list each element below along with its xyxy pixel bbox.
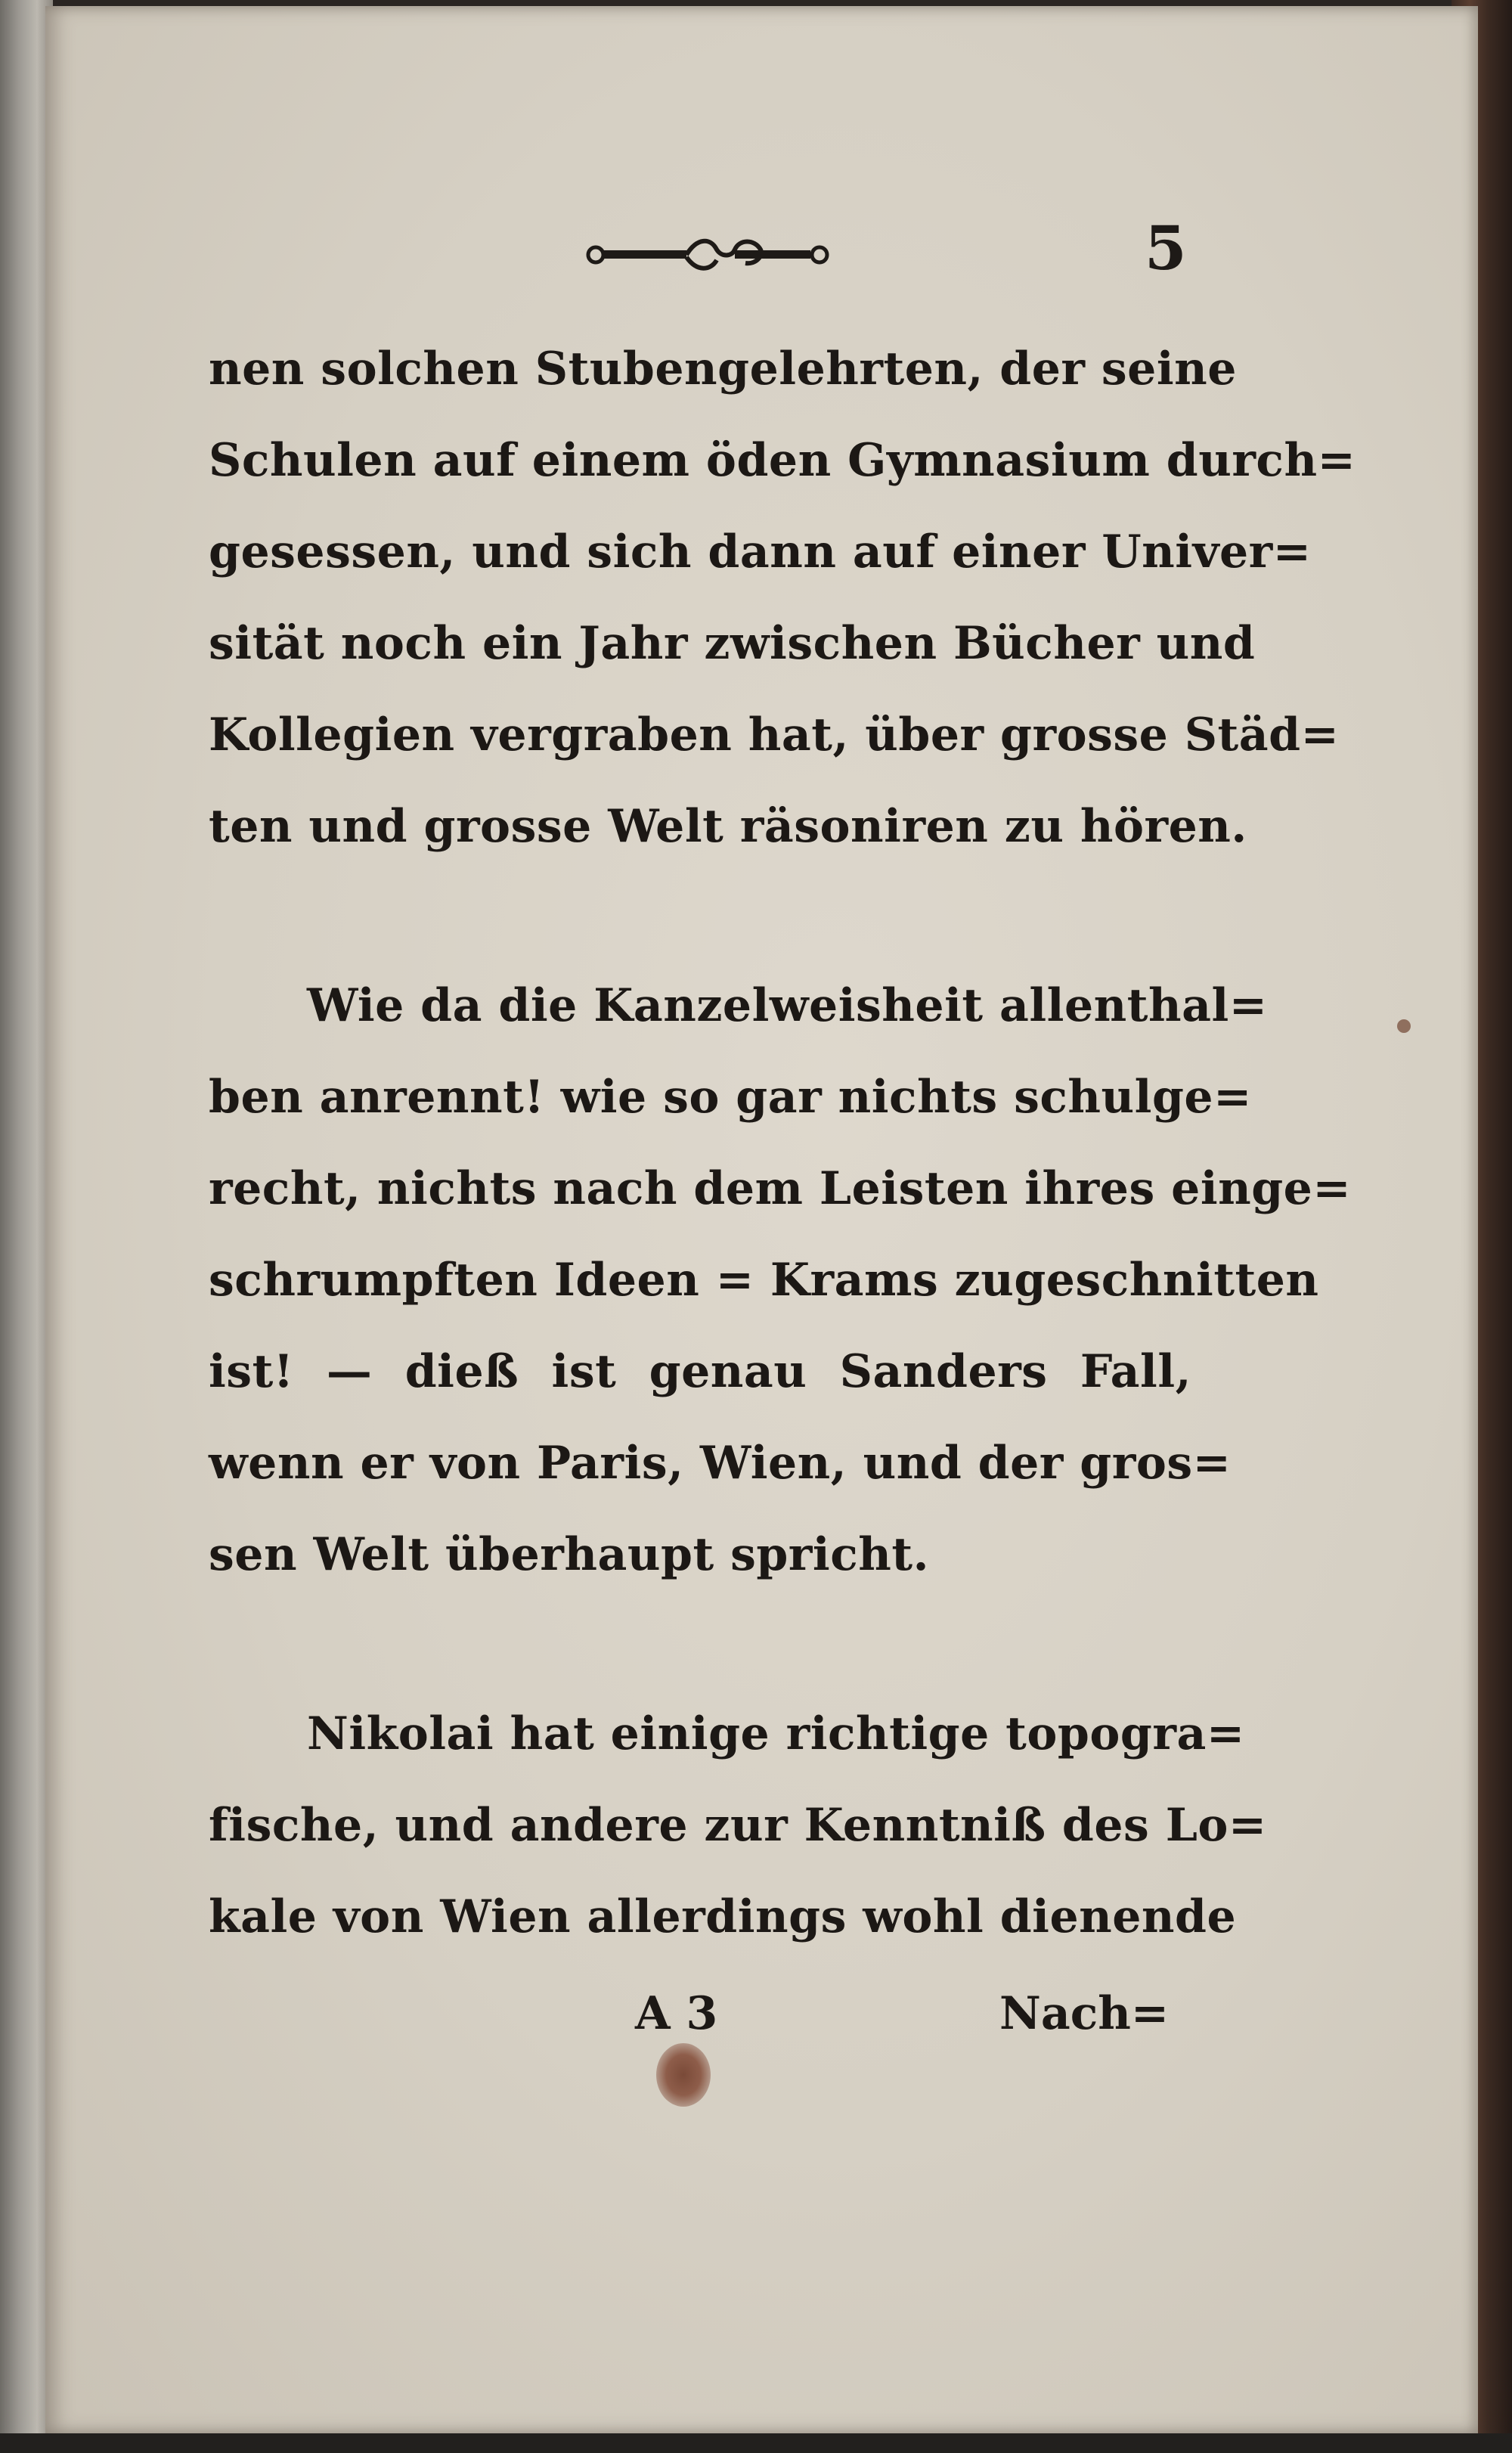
paragraph	[209, 960, 1352, 1601]
small-stain	[1397, 1019, 1411, 1033]
text-line: ben anrennt! wie so gar nichts schulge=	[209, 1071, 1252, 1124]
text-line: ist! — dieß ist genau Sanders Fall,	[209, 1345, 1191, 1398]
text-line: sität noch ein Jahr zwischen Bücher und	[209, 617, 1256, 670]
page-number: 5	[1145, 212, 1187, 284]
paragraph-gap	[209, 873, 1191, 960]
text-line: sen Welt überhaupt spricht.	[209, 1528, 929, 1581]
decorative-rule-ornament-icon	[584, 227, 833, 283]
ink-stain	[656, 2043, 711, 2107]
bottom-shadow	[0, 2433, 1512, 2453]
text-line: schrumpften Ideen = Krams zugeschnitten	[209, 1254, 1319, 1307]
paragraph-gap	[209, 1601, 1191, 1689]
text-line: Kollegien vergraben hat, über grosse Städ=	[209, 709, 1340, 761]
catchword: Nach=	[999, 1987, 1170, 2040]
text-line: fische, und andere zur Kenntniß des Lo=	[209, 1799, 1267, 1852]
text-line: gesessen, und sich dann auf einer Univer=	[209, 526, 1312, 578]
body-text	[209, 324, 1356, 1963]
paragraph	[209, 324, 1356, 873]
text-line: nen solchen Stubengelehrten, der seine	[209, 343, 1237, 395]
text-line: ten und grosse Welt räsoniren zu hören.	[209, 800, 1247, 853]
text-line: kale von Wien allerdings wohl dienende	[209, 1890, 1237, 1943]
paragraph	[209, 1689, 1267, 1963]
text-line: Wie da die Kanzelweisheit allenthal=	[307, 979, 1268, 1032]
text-line: Nikolai hat einige richtige topogra=	[307, 1707, 1245, 1760]
text-line: Schulen auf einem öden Gymnasium durch=	[209, 434, 1356, 487]
book-page	[45, 6, 1478, 2433]
signature-mark: A 3	[635, 1987, 718, 2040]
text-line: wenn er von Paris, Wien, und der gros=	[209, 1437, 1232, 1490]
text-line: recht, nichts nach dem Leisten ihres einge=	[209, 1162, 1352, 1215]
